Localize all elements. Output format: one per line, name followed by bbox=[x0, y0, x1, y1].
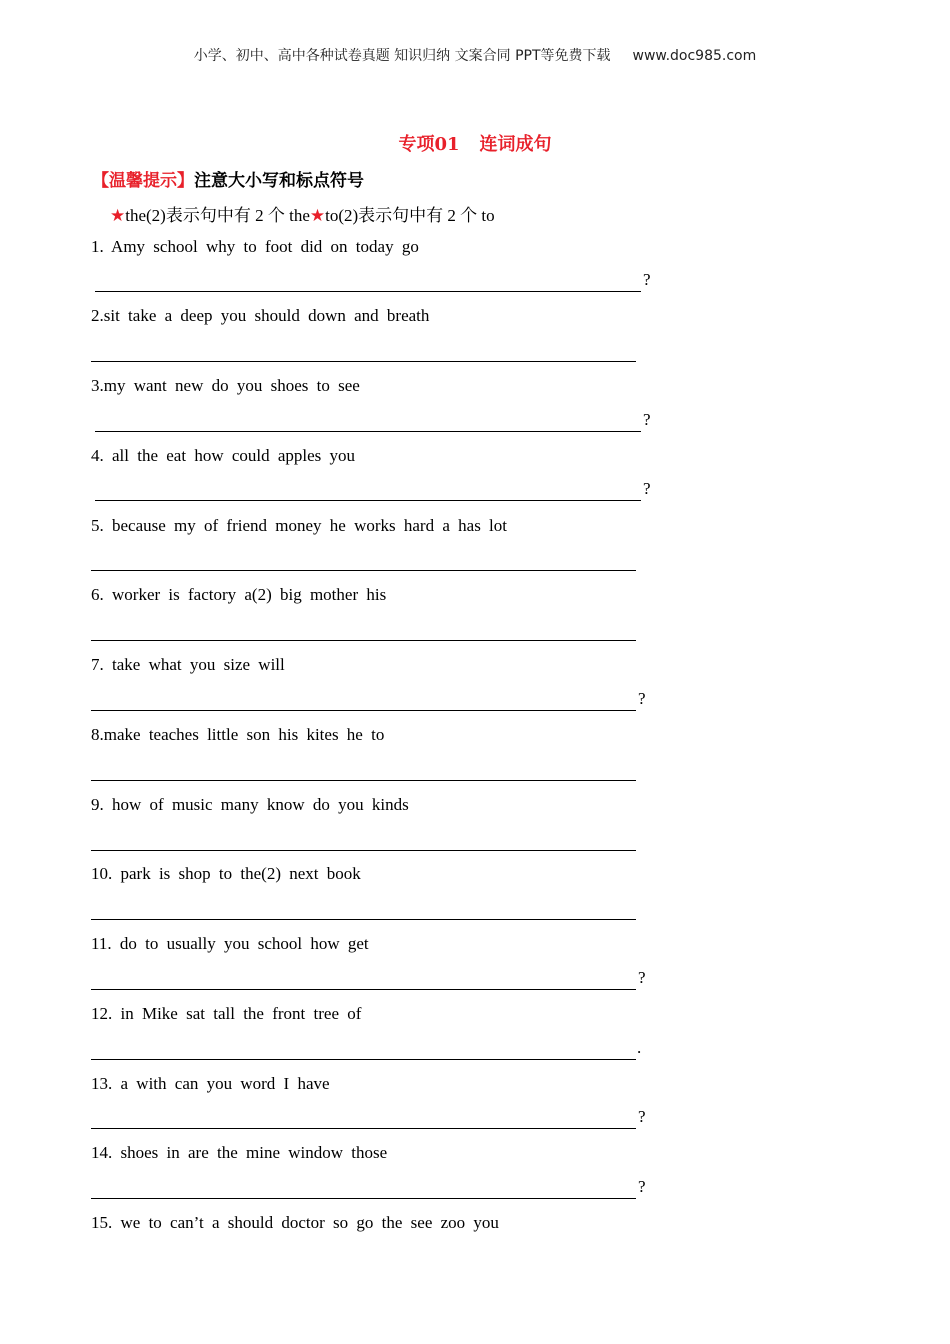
question-text: 13. a with can you word I have bbox=[91, 1074, 330, 1093]
answer-line[interactable] bbox=[95, 431, 641, 432]
answer-line[interactable] bbox=[91, 361, 636, 362]
question-text: 6. worker is factory a(2) big mother his bbox=[91, 585, 387, 604]
question-text: 10. park is shop to the(2) next book bbox=[91, 864, 361, 883]
question-text: 11. do to usually you school how get bbox=[91, 934, 369, 953]
end-punctuation: ? bbox=[638, 689, 646, 708]
end-punctuation: ? bbox=[643, 479, 651, 498]
end-punctuation: ? bbox=[638, 1177, 646, 1196]
end-punctuation: ? bbox=[643, 270, 651, 289]
page-title bbox=[0, 130, 950, 156]
question-text: 15. we to can’t a should doctor so go the see zoo you bbox=[91, 1213, 499, 1232]
star-icon: ★ bbox=[110, 206, 126, 225]
question-text: 5. because my of friend money he works hard a has lot bbox=[91, 516, 507, 535]
note-line bbox=[110, 201, 495, 226]
answer-line[interactable] bbox=[91, 640, 636, 641]
answer-line[interactable] bbox=[95, 291, 641, 292]
answer-line[interactable] bbox=[95, 500, 641, 501]
question-text: 3.my want new do you shoes to see bbox=[91, 376, 360, 395]
end-punctuation: ? bbox=[638, 1107, 646, 1126]
answer-line[interactable] bbox=[91, 1198, 636, 1199]
question-text: 4. all the eat how could apples you bbox=[91, 446, 356, 465]
page-header bbox=[0, 45, 950, 65]
end-punctuation: ? bbox=[638, 968, 646, 987]
question-text: 14. shoes in are the mine window those bbox=[91, 1143, 388, 1162]
note-part2: to(2)表示句中有 2 个 to bbox=[325, 206, 495, 225]
tip-text: 注意大小写和标点符号 bbox=[194, 171, 364, 191]
tip-line bbox=[92, 166, 364, 191]
answer-line[interactable] bbox=[91, 570, 636, 571]
note-part1: the(2)表示句中有 2 个 the bbox=[125, 206, 310, 225]
answer-line[interactable] bbox=[91, 1128, 636, 1129]
answer-line[interactable] bbox=[91, 850, 636, 851]
end-punctuation: ? bbox=[643, 410, 651, 429]
question-text: 7. take what you size will bbox=[91, 655, 285, 674]
answer-line[interactable] bbox=[91, 780, 636, 781]
star-icon: ★ bbox=[309, 206, 326, 225]
end-punctuation: . bbox=[637, 1038, 642, 1057]
title-number: 专项01 bbox=[398, 134, 460, 155]
question-text: 12. in Mike sat tall the front tree of bbox=[91, 1004, 362, 1023]
tip-label: 【温馨提示】 bbox=[92, 171, 194, 191]
answer-line[interactable] bbox=[91, 1059, 636, 1060]
question-text: 1. Amy school why to foot did on today go bbox=[91, 237, 419, 256]
question-text: 2.sit take a deep you should down and breath bbox=[91, 306, 430, 325]
question-text: 9. how of music many know do you kinds bbox=[91, 795, 409, 814]
answer-line[interactable] bbox=[91, 710, 636, 711]
title-name: 连词成句 bbox=[479, 134, 552, 155]
header-text: 小学、初中、高中各种试卷真题 知识归纳 文案合同 PPT等免费下载 bbox=[193, 48, 611, 64]
header-site: www.doc985.com bbox=[632, 48, 757, 64]
answer-line[interactable] bbox=[91, 989, 636, 990]
answer-line[interactable] bbox=[91, 919, 636, 920]
question-text: 8.make teaches little son his kites he to bbox=[91, 725, 385, 744]
